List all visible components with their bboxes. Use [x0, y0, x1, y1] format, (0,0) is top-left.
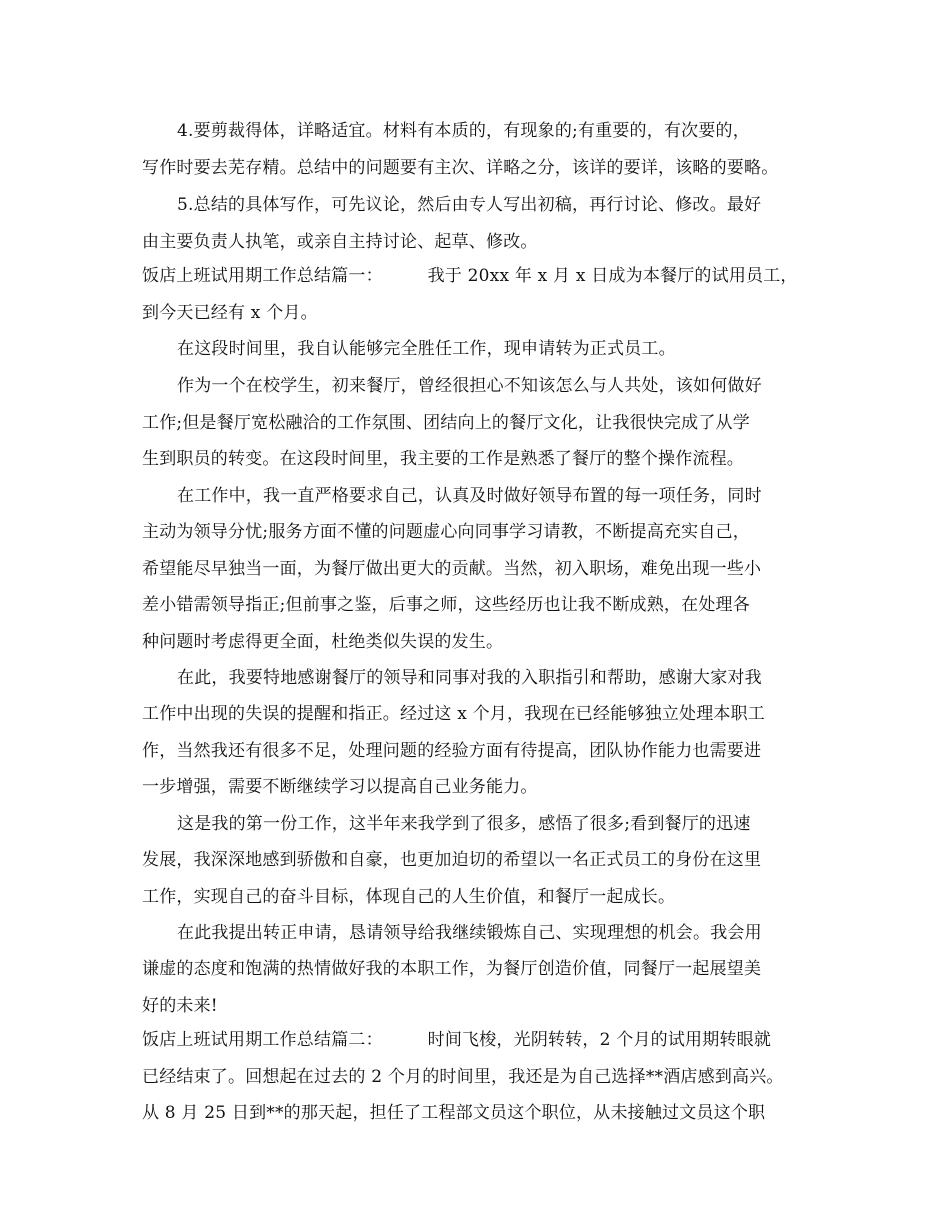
text-line: 4.要剪裁得体，详略适宜。材料有本质的，有现象的;有重要的，有次要的，: [177, 121, 750, 141]
text-line: 好的未来!: [142, 996, 218, 1016]
text-line: 由主要负责人执笔，或亲自主持讨论、起草、修改。: [142, 232, 538, 252]
text-line: 工作中出现的失误的提醒和指正。经过这 x 个月，我现在已经能够独立处理本职工: [142, 704, 765, 724]
text-line: 这是我的第一份工作，这半年来我学到了很多，感悟了很多;看到餐厅的迅速: [177, 814, 751, 834]
text-line: 作为一个在校学生，初来餐厅，曾经很担心不知该怎么与人共处，该如何做好: [177, 376, 762, 396]
text-line: 到今天已经有 x 个月。: [142, 303, 318, 323]
text-line: 发展，我深深地感到骄傲和自豪，也更加迫切的希望以一名正式员工的身份在这里: [142, 850, 762, 870]
text-line: 差小错需领导指正;但前事之鉴，后事之师，这些经历也让我不断成熟，在处理各: [142, 595, 750, 615]
text-line: 在工作中，我一直严格要求自己，认真及时做好领导布置的每一项任务，同时: [177, 486, 762, 506]
text-line: 在此我提出转正申请，恳请领导给我继续锻炼自己、实现理想的机会。我会用: [177, 923, 762, 943]
text-line: 种问题时考虑得更全面，杜绝类似失误的发生。: [142, 632, 504, 652]
text-line: 生到职员的转变。在这段时间里，我主要的工作是熟悉了餐厅的整个操作流程。: [142, 449, 744, 469]
section-heading-line: 饭店上班试用期工作总结篇二： 时间飞梭，光阴转转，2 个月的试用期转眼就: [142, 1030, 772, 1050]
text-line: 工作;但是餐厅宽松融洽的工作氛围、团结向上的餐厅文化，让我很快完成了从学: [142, 413, 750, 433]
text-line: 谦虚的态度和饱满的热情做好我的本职工作，为餐厅创造价值，同餐厅一起展望美: [142, 959, 762, 979]
text-line: 写作时要去芜存精。总结中的问题要有主次、详略之分，该详的要详，该略的要略。: [142, 158, 779, 178]
text-line: 在此，我要特地感谢餐厅的领导和同事对我的入职指引和帮助，感谢大家对我: [177, 668, 762, 688]
text-line: 5.总结的具体写作，可先议论，然后由专人写出初稿，再行讨论、修改。最好: [177, 195, 762, 215]
section-heading-line: 饭店上班试用期工作总结篇一： 我于 20xx 年 x 月 x 日成为本餐厅的试用员工，: [142, 266, 798, 286]
text-line: 从 8 月 25 日到**的那天起，担任了工程部文员这个职位，从未接触过文员这个职: [142, 1103, 766, 1123]
text-line: 已经结束了。回想起在过去的 2 个月的时间里，我还是为自己选择**酒店感到高兴。: [142, 1067, 784, 1087]
text-line: 一步增强，需要不断继续学习以提高自己业务能力。: [142, 777, 538, 797]
text-line: 主动为领导分忧;服务方面不懂的问题虚心向同事学习请教，不断提高充实自己，: [142, 522, 750, 542]
text-line: 希望能尽早独当一面，为餐厅做出更大的贡献。当然，初入职场，难免出现一些小: [142, 559, 762, 579]
text-line: 在这段时间里，我自认能够完全胜任工作，现申请转为正式员工。: [177, 339, 676, 359]
text-line: 工作，实现自己的奋斗目标，体现自己的人生价值，和餐厅一起成长。: [142, 887, 676, 907]
text-line: 作，当然我还有很多不足，处理问题的经验方面有待提高，团队协作能力也需要进: [142, 741, 762, 761]
